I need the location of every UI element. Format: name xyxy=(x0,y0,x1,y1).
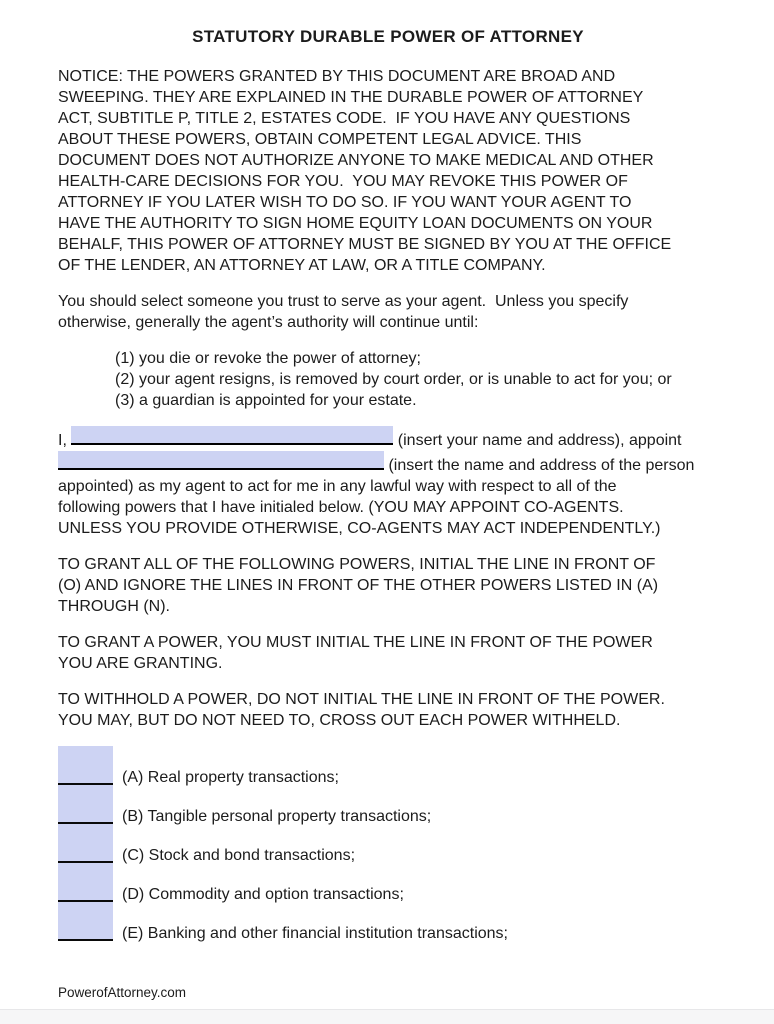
powers-list xyxy=(58,746,734,941)
text-line: ATTORNEY IF YOU LATER WISH TO DO SO. IF YOU WANT YOUR AGENT TO xyxy=(58,194,632,211)
text-line: YOU ARE GRANTING. xyxy=(58,655,223,672)
notice-paragraph xyxy=(58,66,734,276)
text-line: TO GRANT A POWER, YOU MUST INITIAL THE LINE IN FRONT OF THE POWER xyxy=(58,634,653,651)
power-label: (E) Banking and other financial institution transactions; xyxy=(122,925,508,942)
text-line: SWEEPING. THEY ARE EXPLAINED IN THE DURABLE POWER OF ATTORNEY xyxy=(58,89,644,106)
text-line: ABOUT THESE POWERS, OBTAIN COMPETENT LEGAL ADVICE. THIS xyxy=(58,131,582,148)
text-line: TO GRANT ALL OF THE FOLLOWING POWERS, INITIAL THE LINE IN FRONT OF xyxy=(58,556,656,573)
grant-all-paragraph xyxy=(58,554,734,617)
principal-name-address-field[interactable] xyxy=(71,426,393,445)
power-row xyxy=(58,746,734,785)
power-label: (C) Stock and bond transactions; xyxy=(122,847,356,864)
text-line: (O) AND IGNORE THE LINES IN FRONT OF THE OTHER POWERS LISTED IN (A) xyxy=(58,577,659,594)
appointment-rest-lines xyxy=(58,476,734,539)
power-row xyxy=(58,902,734,941)
text-line: following powers that I have initialed below. (YOU MAY APPOINT CO-AGENTS. xyxy=(58,499,624,516)
grant-power-paragraph xyxy=(58,632,734,674)
text-line: DOCUMENT DOES NOT AUTHORIZE ANYONE TO MAKE MEDICAL AND OTHER xyxy=(58,152,654,169)
text-line: ACT, SUBTITLE P, TITLE 2, ESTATES CODE. IF YOU HAVE ANY QUESTIONS xyxy=(58,110,631,127)
appointment-paragraph xyxy=(58,426,734,539)
initial-line-field[interactable] xyxy=(58,746,113,785)
text-line: HAVE THE AUTHORITY TO SIGN HOME EQUITY LOAN DOCUMENTS ON YOUR xyxy=(58,215,653,232)
text-line: NOTICE: THE POWERS GRANTED BY THIS DOCUMENT ARE BROAD AND xyxy=(58,68,616,85)
text-line: UNLESS YOU PROVIDE OTHERWISE, CO-AGENTS MAY ACT INDEPENDENTLY.) xyxy=(58,520,661,537)
text-line: appointed) as my agent to act for me in any lawful way with respect to all of the xyxy=(58,478,617,495)
appointment-line2-suffix: (insert the name and address of the person xyxy=(384,457,695,474)
appointment-line1-prefix: I, xyxy=(58,432,72,449)
text-line: You should select someone you trust to serve as your agent. Unless you specify xyxy=(58,293,629,310)
power-row xyxy=(58,863,734,902)
appointment-line1-suffix: (insert your name and address), appoint xyxy=(393,432,682,449)
power-row xyxy=(58,785,734,824)
page-bottom-edge xyxy=(0,1009,774,1024)
power-label: (D) Commodity and option transactions; xyxy=(122,886,404,903)
page-title: STATUTORY DURABLE POWER OF ATTORNEY xyxy=(192,27,584,46)
text-line: THROUGH (N). xyxy=(58,598,170,615)
initial-line-field[interactable] xyxy=(58,863,113,902)
termination-list-item: (1) you die or revoke the power of attorney; xyxy=(115,350,421,367)
initial-line-field[interactable] xyxy=(58,785,113,824)
text-line: otherwise, generally the agent’s authority will continue until: xyxy=(58,314,479,331)
text-line: YOU MAY, BUT DO NOT NEED TO, CROSS OUT EACH POWER WITHHELD. xyxy=(58,712,621,729)
text-line: HEALTH-CARE DECISIONS FOR YOU. YOU MAY REVOKE THIS POWER OF xyxy=(58,173,628,190)
text-line: TO WITHHOLD A POWER, DO NOT INITIAL THE LINE IN FRONT OF THE POWER. xyxy=(58,691,665,708)
select-agent-paragraph xyxy=(58,291,734,333)
termination-list-item: (3) a guardian is appointed for your estate. xyxy=(115,392,417,409)
initial-line-field[interactable] xyxy=(58,902,113,941)
withhold-power-paragraph xyxy=(58,689,734,731)
footer-site-name: PowerofAttorney.com xyxy=(58,985,187,1000)
termination-list-item: (2) your agent resigns, is removed by court order, or is unable to act for you; or xyxy=(115,371,672,388)
agent-name-address-field[interactable] xyxy=(58,451,384,470)
appointment-line-1 xyxy=(58,426,734,451)
appointment-line-2 xyxy=(58,451,734,476)
termination-list xyxy=(58,348,734,411)
text-line: OF THE LENDER, AN ATTORNEY AT LAW, OR A TITLE COMPANY. xyxy=(58,257,546,274)
power-row xyxy=(58,824,734,863)
initial-line-field[interactable] xyxy=(58,824,113,863)
text-line: BEHALF, THIS POWER OF ATTORNEY MUST BE SIGNED BY YOU AT THE OFFICE xyxy=(58,236,672,253)
power-label: (A) Real property transactions; xyxy=(122,769,339,786)
power-label: (B) Tangible personal property transactions; xyxy=(122,808,432,825)
